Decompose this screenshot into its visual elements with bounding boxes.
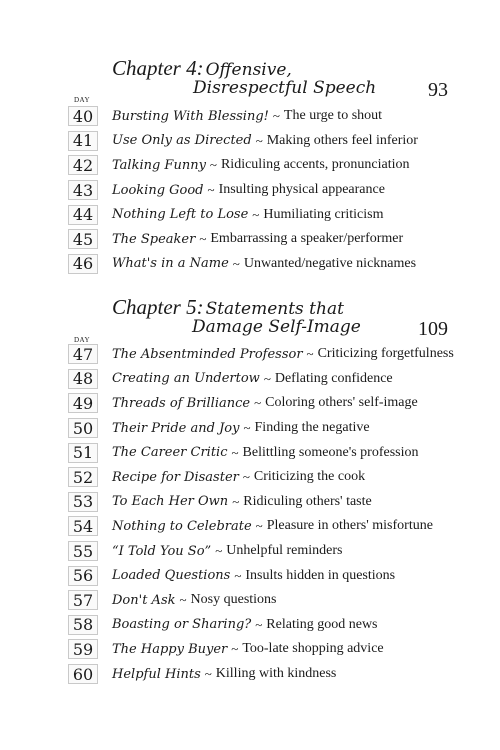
entry-description: Deflating confidence: [274, 370, 393, 386]
day-number-box: 58: [68, 615, 98, 635]
entry-list: [68, 342, 454, 686]
day-number-box: 55: [68, 541, 98, 561]
toc-entry: [68, 342, 454, 367]
day-number-box: 43: [68, 180, 98, 200]
day-number-box: 41: [68, 131, 98, 151]
entry-title: Helpful Hints: [112, 666, 201, 682]
entry-description: Insulting physical appearance: [218, 182, 385, 198]
day-column-label: DAY: [74, 336, 91, 344]
day-number-box: 57: [68, 590, 98, 610]
entry-title: Creating an Undertow: [112, 371, 260, 387]
toc-entry: [68, 539, 448, 564]
day-number-box: 42: [68, 155, 98, 175]
chapter-number: Chapter 5:: [112, 295, 204, 319]
chapter-number: Chapter 4:: [112, 56, 204, 80]
entry-separator: ~: [231, 444, 239, 460]
entry-title: Their Pride and Joy: [112, 420, 240, 436]
entry-separator: ~: [232, 255, 240, 271]
day-number-box: 56: [68, 566, 98, 586]
entry-separator: ~: [263, 370, 271, 386]
entry-title: Use Only as Directed: [112, 133, 252, 149]
entry-description: Criticizing the cook: [253, 469, 366, 485]
chapter-title-line2: Disrespectful Speech: [193, 78, 377, 98]
day-number-box: 44: [68, 205, 98, 225]
entry-separator: ~: [207, 182, 215, 198]
entry-separator: ~: [209, 157, 217, 173]
entry-title: The Speaker: [112, 231, 196, 247]
toc-entry: [68, 440, 448, 465]
entry-description: Humiliating criticism: [263, 206, 384, 222]
entry-title: Nothing Left to Lose: [112, 207, 249, 223]
chapter-heading: [68, 56, 448, 100]
day-number-box: 60: [68, 664, 98, 684]
entry-separator: ~: [254, 395, 262, 411]
entry-separator: ~: [255, 132, 263, 148]
entry-description: Pleasure in others' misfortune: [266, 518, 433, 534]
chapter-page-number: 109: [418, 318, 448, 340]
toc-entry: [68, 202, 448, 227]
toc-entry: [68, 514, 448, 539]
toc-entry: [68, 416, 448, 441]
chapter-title-line2: Damage Self-Image: [192, 317, 361, 337]
toc-entry: [68, 490, 448, 515]
entry-separator: ~: [199, 231, 207, 247]
toc-entry: [68, 391, 448, 416]
toc-entry: [68, 129, 448, 154]
chapter-title-line1: Offensive,: [205, 60, 292, 80]
entry-separator: ~: [215, 543, 223, 559]
entry-description: Too-late shopping advice: [242, 641, 384, 657]
entry-description: Criticizing forgetfulness: [317, 346, 454, 362]
day-number-box: 46: [68, 254, 98, 274]
toc-entry: [68, 662, 448, 687]
entry-description: Ridiculing others' taste: [243, 493, 372, 509]
entry-title: To Each Her Own: [112, 494, 229, 510]
chapter-title-line1: Statements that: [205, 299, 344, 319]
toc-entry: [68, 252, 448, 277]
entry-description: Relating good news: [266, 616, 378, 632]
entry-separator: ~: [179, 592, 187, 608]
day-number-box: 47: [68, 344, 98, 364]
chapter-heading: [68, 295, 448, 339]
toc-entry: [68, 104, 448, 129]
entry-title: Bursting With Blessing!: [112, 108, 269, 124]
entry-description: Killing with kindness: [215, 666, 337, 682]
entry-title: “I Told You So”: [112, 543, 212, 559]
day-number-box: 54: [68, 516, 98, 536]
entry-title: Threads of Brilliance: [112, 395, 251, 411]
entry-title: Talking Funny: [112, 157, 206, 173]
entry-description: Embarrassing a speaker/performer: [210, 231, 404, 247]
toc-entry: [68, 588, 448, 613]
toc-entry: [68, 563, 448, 588]
entry-separator: ~: [232, 493, 240, 509]
entry-title: The Career Critic: [112, 445, 228, 461]
day-number-box: 59: [68, 639, 98, 659]
day-number-box: 49: [68, 393, 98, 413]
entry-title: Recipe for Disaster: [112, 469, 239, 485]
entry-separator: ~: [306, 346, 314, 362]
entry-description: Unwanted/negative nicknames: [243, 255, 417, 271]
entry-separator: ~: [231, 641, 239, 657]
entry-separator: ~: [204, 666, 212, 682]
entry-title: Boasting or Sharing?: [112, 617, 252, 633]
entry-separator: ~: [252, 206, 260, 222]
entry-separator: ~: [243, 420, 251, 436]
entry-title: Loaded Questions: [112, 568, 231, 584]
entry-description: Ridiculing accents, pronunciation: [220, 157, 410, 173]
entry-separator: ~: [255, 518, 263, 534]
chapter-page-number: 93: [428, 79, 448, 101]
entry-title: What's in a Name: [112, 256, 229, 272]
day-number-box: 40: [68, 106, 98, 126]
entry-description: Coloring others' self-image: [265, 395, 418, 411]
entry-description: Insults hidden in questions: [245, 567, 396, 583]
toc-entry: [68, 367, 448, 392]
toc-entry: [68, 613, 448, 638]
entry-description: Nosy questions: [190, 592, 277, 608]
day-number-box: 51: [68, 443, 98, 463]
entry-description: The urge to shout: [283, 108, 383, 124]
day-number-box: 48: [68, 369, 98, 389]
day-number-box: 52: [68, 467, 98, 487]
entry-description: Belittling someone's profession: [242, 444, 419, 460]
day-number-box: 45: [68, 229, 98, 249]
entry-separator: ~: [272, 108, 280, 124]
entry-title: The Absentminded Professor: [112, 346, 303, 362]
toc-entry: [68, 465, 448, 490]
day-number-box: 53: [68, 492, 98, 512]
toc-entry: [68, 227, 448, 252]
day-number-box: 50: [68, 418, 98, 438]
entry-description: Finding the negative: [254, 420, 370, 436]
entry-title: Nothing to Celebrate: [112, 518, 252, 534]
entry-title: The Happy Buyer: [112, 641, 228, 657]
chapter-4: [68, 56, 448, 274]
chapter-5: [68, 295, 454, 684]
toc-entry: [68, 178, 448, 203]
entry-title: Don't Ask: [112, 592, 176, 608]
entry-separator: ~: [234, 567, 242, 583]
entry-description: Making others feel inferior: [266, 132, 418, 148]
entry-separator: ~: [255, 616, 263, 632]
entry-list: [68, 104, 448, 276]
day-column-label: DAY: [74, 96, 91, 104]
toc-entry: [68, 637, 448, 662]
entry-separator: ~: [242, 469, 250, 485]
entry-description: Unhelpful reminders: [226, 543, 343, 559]
toc-entry: [68, 153, 448, 178]
entry-title: Looking Good: [112, 182, 204, 198]
